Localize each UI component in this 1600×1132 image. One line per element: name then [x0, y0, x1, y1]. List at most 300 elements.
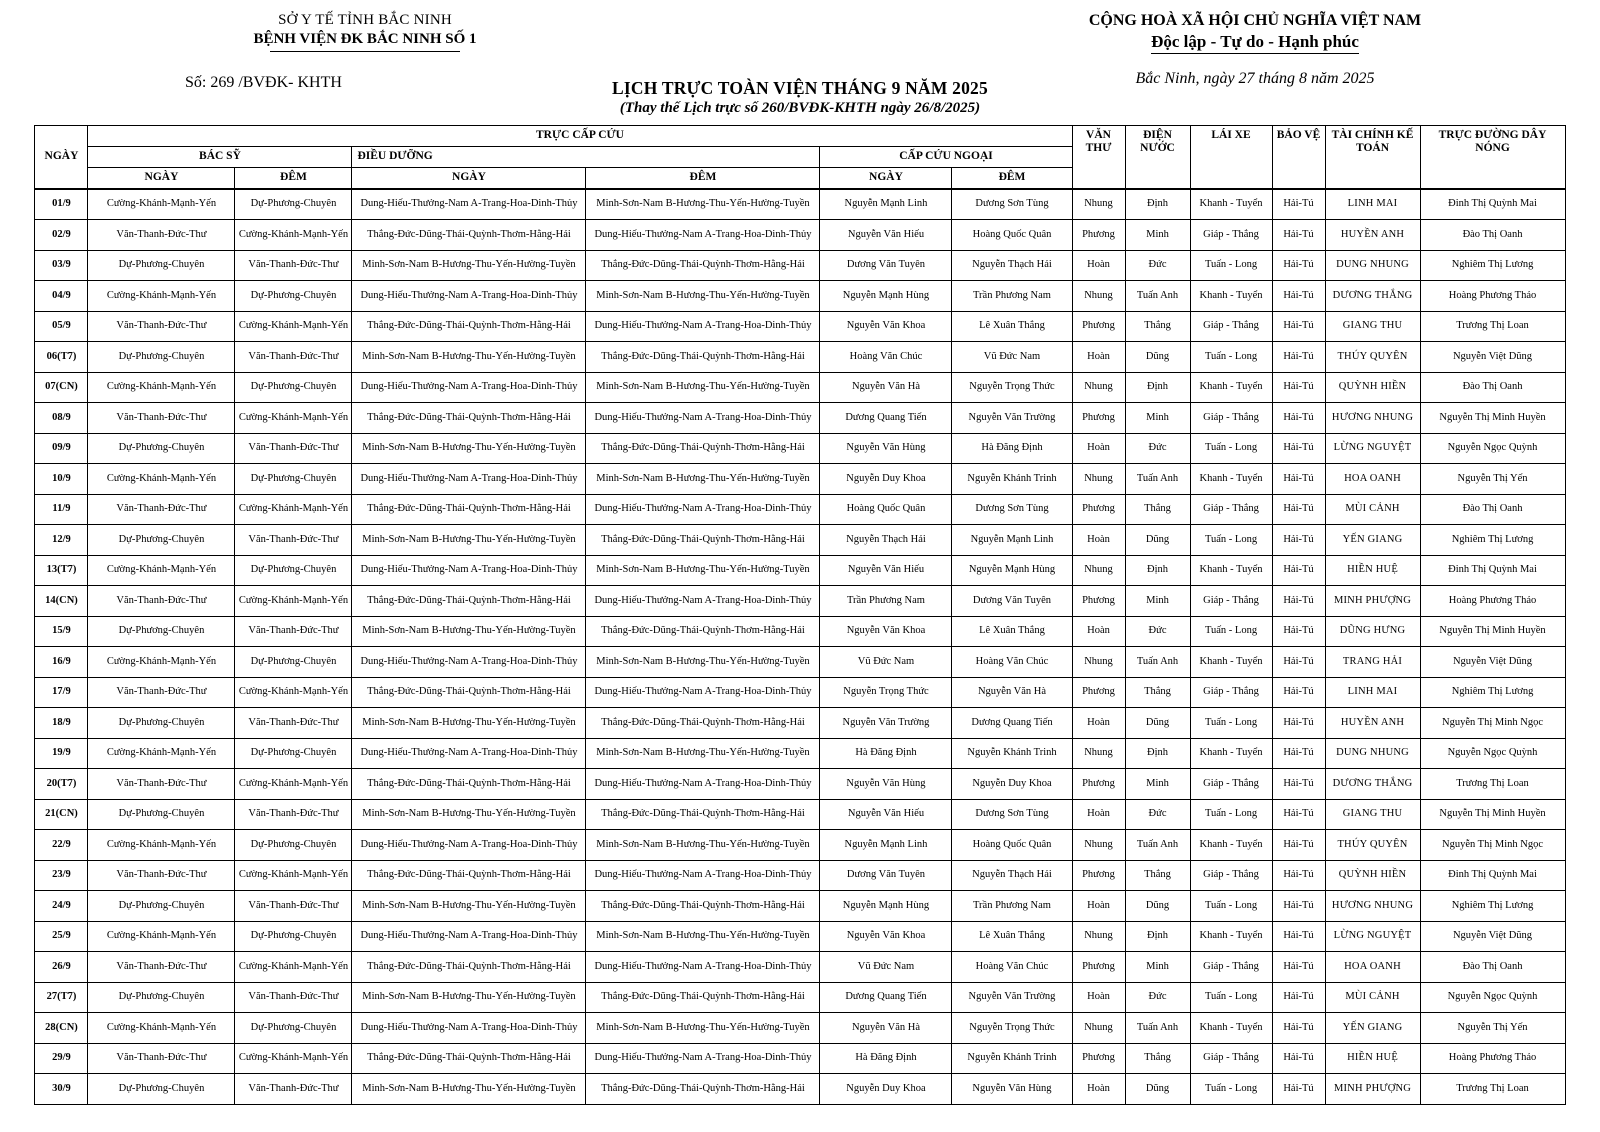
cell-hotline: Nguyễn Thị Yến [1420, 1013, 1565, 1044]
cell-tai_chinh: LINH MAI [1325, 189, 1420, 220]
cell-dd_day: Thắng-Đức-Dũng-Thái-Quỳnh-Thơm-Hằng-Hải [352, 677, 586, 708]
cell-dd_night: Dung-Hiếu-Thưởng-Nam A-Trang-Hoa-Dinh-Thủy [586, 220, 820, 251]
cell-bs_day: Văn-Thanh-Đức-Thư [88, 1043, 235, 1074]
cell-hotline: Đào Thị Oanh [1420, 952, 1565, 983]
cell-dd_day: Dung-Hiếu-Thưởng-Nam A-Trang-Hoa-Dinh-Thủy [352, 189, 586, 220]
cell-cc_day: Nguyễn Mạnh Linh [820, 830, 952, 861]
cell-bs_day: Văn-Thanh-Đức-Thư [88, 677, 235, 708]
cell-dien_nuoc: Dũng [1125, 525, 1190, 556]
cell-lai_xe: Tuấn - Long [1190, 799, 1272, 830]
header-bs-ngay: NGÀY [88, 168, 235, 189]
cell-cc_night: Dương Văn Tuyên [952, 586, 1072, 617]
cell-hotline: Đinh Thị Quỳnh Mai [1420, 860, 1565, 891]
header-dd-ngay: NGÀY [352, 168, 586, 189]
cell-hotline: Đào Thị Oanh [1420, 220, 1565, 251]
cell-cc_night: Nguyễn Mạnh Linh [952, 525, 1072, 556]
cell-lai_xe: Khanh - Tuyển [1190, 921, 1272, 952]
cell-day: 26/9 [35, 952, 88, 983]
cell-lai_xe: Tuấn - Long [1190, 250, 1272, 281]
org-name: BỆNH VIỆN ĐK BẮC NINH SỐ 1 [253, 31, 477, 47]
page-title: LỊCH TRỰC TOÀN VIỆN THÁNG 9 NĂM 2025 [612, 78, 988, 98]
cell-day: 06(T7) [35, 342, 88, 373]
cell-tai_chinh: GIANG THU [1325, 799, 1420, 830]
cell-cc_day: Trần Phương Nam [820, 586, 952, 617]
cell-cc_day: Nguyễn Duy Khoa [820, 1074, 952, 1105]
cell-hotline: Đào Thị Oanh [1420, 494, 1565, 525]
cell-day: 27(T7) [35, 982, 88, 1013]
cell-van_thu: Hoàn [1072, 525, 1125, 556]
cell-cc_night: Nguyễn Thạch Hải [952, 860, 1072, 891]
cell-bs_day: Cường-Khánh-Mạnh-Yến [88, 464, 235, 495]
cell-lai_xe: Giáp - Thắng [1190, 586, 1272, 617]
cell-bao_ve: Hải-Tú [1272, 738, 1325, 769]
cell-cc_day: Vũ Đức Nam [820, 952, 952, 983]
cell-lai_xe: Tuấn - Long [1190, 433, 1272, 464]
cell-dd_day: Minh-Sơn-Nam B-Hương-Thu-Yến-Hường-Tuyền [352, 799, 586, 830]
cell-bs_night: Dự-Phương-Chuyên [235, 921, 352, 952]
cell-dien_nuoc: Minh [1125, 403, 1190, 434]
cell-dd_night: Dung-Hiếu-Thưởng-Nam A-Trang-Hoa-Dinh-Thủy [586, 952, 820, 983]
cell-hotline: Nguyễn Việt Dũng [1420, 921, 1565, 952]
cell-lai_xe: Giáp - Thắng [1190, 403, 1272, 434]
cell-dd_day: Thắng-Đức-Dũng-Thái-Quỳnh-Thơm-Hằng-Hải [352, 952, 586, 983]
cell-bs_day: Cường-Khánh-Mạnh-Yến [88, 555, 235, 586]
table-row [35, 494, 1565, 525]
cell-cc_night: Hoàng Quốc Quân [952, 830, 1072, 861]
cell-lai_xe: Khanh - Tuyển [1190, 189, 1272, 220]
table-row [35, 342, 1565, 373]
cell-bs_night: Dự-Phương-Chuyên [235, 281, 352, 312]
cell-tai_chinh: LỪNG NGUYỆT [1325, 921, 1420, 952]
cell-bs_night: Cường-Khánh-Mạnh-Yến [235, 952, 352, 983]
cell-hotline: Nguyễn Thị Minh Huyền [1420, 799, 1565, 830]
cell-cc_night: Hoàng Văn Chúc [952, 952, 1072, 983]
table-row [35, 1043, 1565, 1074]
cell-bs_night: Dự-Phương-Chuyên [235, 1013, 352, 1044]
cell-van_thu: Nhung [1072, 647, 1125, 678]
cell-lai_xe: Tuấn - Long [1190, 891, 1272, 922]
cell-cc_day: Nguyễn Văn Khoa [820, 921, 952, 952]
cell-lai_xe: Khanh - Tuyển [1190, 281, 1272, 312]
cell-dd_night: Minh-Sơn-Nam B-Hương-Thu-Yến-Hường-Tuyền [586, 189, 820, 220]
table-row [35, 281, 1565, 312]
cell-dd_day: Dung-Hiếu-Thưởng-Nam A-Trang-Hoa-Dinh-Thủy [352, 830, 586, 861]
cell-day: 13(T7) [35, 555, 88, 586]
cell-van_thu: Hoàn [1072, 342, 1125, 373]
cell-dien_nuoc: Đức [1125, 433, 1190, 464]
cell-bs_night: Dự-Phương-Chuyên [235, 555, 352, 586]
cell-lai_xe: Tuấn - Long [1190, 525, 1272, 556]
cell-cc_night: Lê Xuân Thắng [952, 616, 1072, 647]
header-cc-ngay: NGÀY [820, 168, 952, 189]
cell-van_thu: Nhung [1072, 372, 1125, 403]
cell-van_thu: Hoàn [1072, 1074, 1125, 1105]
cell-van_thu: Nhung [1072, 738, 1125, 769]
cell-hotline: Nguyễn Việt Dũng [1420, 342, 1565, 373]
cell-cc_day: Nguyễn Văn Hùng [820, 769, 952, 800]
cell-cc_day: Dương Quang Tiến [820, 403, 952, 434]
cell-dien_nuoc: Tuấn Anh [1125, 647, 1190, 678]
cell-lai_xe: Tuấn - Long [1190, 1074, 1272, 1105]
cell-dd_night: Minh-Sơn-Nam B-Hương-Thu-Yến-Hường-Tuyền [586, 738, 820, 769]
cell-cc_day: Hà Đăng Định [820, 1043, 952, 1074]
cell-dd_day: Thắng-Đức-Dũng-Thái-Quỳnh-Thơm-Hằng-Hải [352, 860, 586, 891]
cell-dd_night: Thắng-Đức-Dũng-Thái-Quỳnh-Thơm-Hằng-Hải [586, 616, 820, 647]
cell-cc_day: Nguyễn Văn Hiếu [820, 799, 952, 830]
cell-dd_night: Dung-Hiếu-Thưởng-Nam A-Trang-Hoa-Dinh-Thủy [586, 677, 820, 708]
table-row [35, 311, 1565, 342]
cell-dd_day: Minh-Sơn-Nam B-Hương-Thu-Yến-Hường-Tuyền [352, 708, 586, 739]
cell-dd_day: Dung-Hiếu-Thưởng-Nam A-Trang-Hoa-Dinh-Thủy [352, 1013, 586, 1044]
cell-cc_day: Hoàng Văn Chúc [820, 342, 952, 373]
cell-dien_nuoc: Thắng [1125, 311, 1190, 342]
cell-cc_day: Dương Quang Tiến [820, 982, 952, 1013]
cell-dd_day: Minh-Sơn-Nam B-Hương-Thu-Yến-Hường-Tuyền [352, 342, 586, 373]
cell-day: 23/9 [35, 860, 88, 891]
header-bac-sy: BÁC SỸ [88, 147, 352, 168]
cell-lai_xe: Tuấn - Long [1190, 342, 1272, 373]
cell-hotline: Nguyễn Ngọc Quỳnh [1420, 433, 1565, 464]
cell-cc_day: Nguyễn Mạnh Hùng [820, 281, 952, 312]
cell-dien_nuoc: Dũng [1125, 342, 1190, 373]
cell-day: 18/9 [35, 708, 88, 739]
cell-dd_night: Thắng-Đức-Dũng-Thái-Quỳnh-Thơm-Hằng-Hải [586, 891, 820, 922]
cell-cc_day: Hà Đăng Định [820, 738, 952, 769]
cell-bao_ve: Hải-Tú [1272, 647, 1325, 678]
cell-bs_day: Văn-Thanh-Đức-Thư [88, 403, 235, 434]
header-truc-cap-cuu: TRỰC CẤP CỨU [88, 126, 1072, 147]
cell-bs_night: Văn-Thanh-Đức-Thư [235, 433, 352, 464]
cell-dd_night: Thắng-Đức-Dũng-Thái-Quỳnh-Thơm-Hằng-Hải [586, 525, 820, 556]
cell-day: 22/9 [35, 830, 88, 861]
cell-day: 10/9 [35, 464, 88, 495]
cell-hotline: Nghiêm Thị Lương [1420, 891, 1565, 922]
cell-dd_night: Minh-Sơn-Nam B-Hương-Thu-Yến-Hường-Tuyền [586, 372, 820, 403]
header-day: NGÀY [35, 126, 88, 189]
cell-lai_xe: Khanh - Tuyển [1190, 647, 1272, 678]
cell-van_thu: Phương [1072, 952, 1125, 983]
cell-dd_night: Dung-Hiếu-Thưởng-Nam A-Trang-Hoa-Dinh-Thủy [586, 311, 820, 342]
cell-dien_nuoc: Dũng [1125, 708, 1190, 739]
cell-bao_ve: Hải-Tú [1272, 952, 1325, 983]
cell-bao_ve: Hải-Tú [1272, 1043, 1325, 1074]
cell-bs_night: Cường-Khánh-Mạnh-Yến [235, 311, 352, 342]
cell-cc_day: Dương Văn Tuyên [820, 250, 952, 281]
cell-bs_night: Dự-Phương-Chuyên [235, 647, 352, 678]
cell-bs_night: Cường-Khánh-Mạnh-Yến [235, 677, 352, 708]
cell-dd_day: Dung-Hiếu-Thưởng-Nam A-Trang-Hoa-Dinh-Thủy [352, 921, 586, 952]
cell-lai_xe: Giáp - Thắng [1190, 769, 1272, 800]
cell-dd_night: Thắng-Đức-Dũng-Thái-Quỳnh-Thơm-Hằng-Hải [586, 708, 820, 739]
cell-bao_ve: Hải-Tú [1272, 921, 1325, 952]
cell-cc_night: Vũ Đức Nam [952, 342, 1072, 373]
cell-bao_ve: Hải-Tú [1272, 525, 1325, 556]
cell-lai_xe: Khanh - Tuyển [1190, 830, 1272, 861]
cell-cc_night: Nguyễn Văn Hùng [952, 1074, 1072, 1105]
cell-day: 25/9 [35, 921, 88, 952]
cell-van_thu: Nhung [1072, 1013, 1125, 1044]
cell-hotline: Trương Thị Loan [1420, 1074, 1565, 1105]
cell-dd_night: Minh-Sơn-Nam B-Hương-Thu-Yến-Hường-Tuyền [586, 647, 820, 678]
cell-bao_ve: Hải-Tú [1272, 1074, 1325, 1105]
header-dieu-duong: ĐIỀU DƯỠNG [352, 147, 820, 168]
cell-tai_chinh: HIỀN HUỆ [1325, 555, 1420, 586]
cell-dd_day: Minh-Sơn-Nam B-Hương-Thu-Yến-Hường-Tuyền [352, 433, 586, 464]
cell-lai_xe: Giáp - Thắng [1190, 860, 1272, 891]
cell-bs_day: Văn-Thanh-Đức-Thư [88, 860, 235, 891]
cell-lai_xe: Giáp - Thắng [1190, 952, 1272, 983]
cell-dd_night: Dung-Hiếu-Thưởng-Nam A-Trang-Hoa-Dinh-Thủy [586, 403, 820, 434]
cell-bao_ve: Hải-Tú [1272, 982, 1325, 1013]
cell-lai_xe: Giáp - Thắng [1190, 220, 1272, 251]
cell-lai_xe: Giáp - Thắng [1190, 494, 1272, 525]
table-row [35, 464, 1565, 495]
cell-bao_ve: Hải-Tú [1272, 250, 1325, 281]
table-row [35, 860, 1565, 891]
cell-van_thu: Hoàn [1072, 982, 1125, 1013]
table-row [35, 830, 1565, 861]
table-row [35, 677, 1565, 708]
cell-bs_day: Dự-Phương-Chuyên [88, 342, 235, 373]
cell-bs_day: Cường-Khánh-Mạnh-Yến [88, 647, 235, 678]
national-motto: Độc lập - Tự do - Hạnh phúc [1151, 32, 1359, 54]
cell-dd_day: Minh-Sơn-Nam B-Hương-Thu-Yến-Hường-Tuyền [352, 982, 586, 1013]
cell-cc_night: Dương Sơn Tùng [952, 494, 1072, 525]
cell-van_thu: Phương [1072, 769, 1125, 800]
cell-day: 20(T7) [35, 769, 88, 800]
cell-bs_night: Dự-Phương-Chuyên [235, 738, 352, 769]
cell-bs_night: Dự-Phương-Chuyên [235, 464, 352, 495]
table-row [35, 738, 1565, 769]
cell-van_thu: Hoàn [1072, 708, 1125, 739]
cell-hotline: Nguyễn Thị Minh Huyền [1420, 616, 1565, 647]
cell-tai_chinh: GIANG THU [1325, 311, 1420, 342]
cell-tai_chinh: HIỀN HUỆ [1325, 1043, 1420, 1074]
cell-day: 01/9 [35, 189, 88, 220]
cell-cc_day: Vũ Đức Nam [820, 647, 952, 678]
cell-bs_night: Văn-Thanh-Đức-Thư [235, 982, 352, 1013]
table-row [35, 403, 1565, 434]
cell-tai_chinh: HUYỀN ANH [1325, 708, 1420, 739]
cell-dd_night: Thắng-Đức-Dũng-Thái-Quỳnh-Thơm-Hằng-Hải [586, 433, 820, 464]
cell-dd_day: Thắng-Đức-Dũng-Thái-Quỳnh-Thơm-Hằng-Hải [352, 403, 586, 434]
cell-dd_day: Dung-Hiếu-Thưởng-Nam A-Trang-Hoa-Dinh-Thủy [352, 555, 586, 586]
cell-day: 17/9 [35, 677, 88, 708]
cell-dien_nuoc: Tuấn Anh [1125, 1013, 1190, 1044]
cell-dd_night: Dung-Hiếu-Thưởng-Nam A-Trang-Hoa-Dinh-Thủy [586, 860, 820, 891]
cell-bs_day: Cường-Khánh-Mạnh-Yến [88, 281, 235, 312]
cell-bao_ve: Hải-Tú [1272, 372, 1325, 403]
cell-dd_day: Minh-Sơn-Nam B-Hương-Thu-Yến-Hường-Tuyền [352, 250, 586, 281]
table-row [35, 525, 1565, 556]
cell-day: 14(CN) [35, 586, 88, 617]
cell-hotline: Nghiêm Thị Lương [1420, 250, 1565, 281]
table-row [35, 1074, 1565, 1105]
cell-tai_chinh: THÚY QUYÊN [1325, 342, 1420, 373]
cell-cc_night: Dương Sơn Tùng [952, 799, 1072, 830]
cell-lai_xe: Giáp - Thắng [1190, 311, 1272, 342]
cell-hotline: Nguyễn Ngọc Quỳnh [1420, 738, 1565, 769]
cell-day: 08/9 [35, 403, 88, 434]
date-line: Bắc Ninh, ngày 27 tháng 8 năm 2025 [1135, 70, 1375, 87]
cell-tai_chinh: MINH PHƯỢNG [1325, 1074, 1420, 1105]
cell-tai_chinh: DUNG NHUNG [1325, 738, 1420, 769]
cell-dd_night: Thắng-Đức-Dũng-Thái-Quỳnh-Thơm-Hằng-Hải [586, 799, 820, 830]
schedule-table [34, 125, 1565, 1105]
cell-hotline: Đinh Thị Quỳnh Mai [1420, 555, 1565, 586]
table-row [35, 555, 1565, 586]
cell-bao_ve: Hải-Tú [1272, 860, 1325, 891]
header-tai-chinh: TÀI CHÍNH KẾ TOÁN [1325, 126, 1420, 189]
cell-bs_day: Văn-Thanh-Đức-Thư [88, 220, 235, 251]
cell-cc_day: Nguyễn Mạnh Hùng [820, 891, 952, 922]
national-name: CỘNG HOÀ XÃ HỘI CHỦ NGHĨA VIỆT NAM [1088, 12, 1422, 29]
table-row [35, 769, 1565, 800]
cell-day: 09/9 [35, 433, 88, 464]
cell-dien_nuoc: Định [1125, 189, 1190, 220]
cell-tai_chinh: THÚY QUYÊN [1325, 830, 1420, 861]
cell-day: 30/9 [35, 1074, 88, 1105]
table-row [35, 921, 1565, 952]
cell-hotline: Hoàng Phương Thảo [1420, 281, 1565, 312]
cell-cc_night: Nguyễn Duy Khoa [952, 769, 1072, 800]
cell-dien_nuoc: Thắng [1125, 860, 1190, 891]
schedule-body [35, 189, 1565, 1105]
cell-hotline: Nguyễn Thị Minh Huyền [1420, 403, 1565, 434]
cell-dien_nuoc: Dũng [1125, 891, 1190, 922]
cell-bs_night: Cường-Khánh-Mạnh-Yến [235, 586, 352, 617]
cell-cc_night: Hoàng Văn Chúc [952, 647, 1072, 678]
cell-tai_chinh: MINH PHƯỢNG [1325, 586, 1420, 617]
cell-bs_night: Cường-Khánh-Mạnh-Yến [235, 494, 352, 525]
cell-bs_day: Dự-Phương-Chuyên [88, 982, 235, 1013]
cell-van_thu: Phương [1072, 586, 1125, 617]
header-dien-nuoc: ĐIỆN NƯỚC [1125, 126, 1190, 189]
cell-bs_day: Văn-Thanh-Đức-Thư [88, 311, 235, 342]
cell-cc_night: Hoàng Quốc Quân [952, 220, 1072, 251]
cell-dd_night: Dung-Hiếu-Thưởng-Nam A-Trang-Hoa-Dinh-Thủy [586, 586, 820, 617]
cell-bs_night: Dự-Phương-Chuyên [235, 189, 352, 220]
cell-day: 12/9 [35, 525, 88, 556]
page-subtitle: (Thay thế Lịch trực số 260/BVĐK-KHTH ngày 26/8/2025) [619, 100, 981, 116]
cell-dien_nuoc: Thắng [1125, 1043, 1190, 1074]
cell-bs_day: Dự-Phương-Chuyên [88, 1074, 235, 1105]
cell-dd_night: Minh-Sơn-Nam B-Hương-Thu-Yến-Hường-Tuyền [586, 830, 820, 861]
cell-cc_day: Dương Văn Tuyên [820, 860, 952, 891]
cell-cc_night: Nguyễn Khánh Trinh [952, 464, 1072, 495]
cell-hotline: Trương Thị Loan [1420, 769, 1565, 800]
cell-day: 07(CN) [35, 372, 88, 403]
cell-dien_nuoc: Minh [1125, 769, 1190, 800]
cell-bao_ve: Hải-Tú [1272, 830, 1325, 861]
cell-bs_day: Dự-Phương-Chuyên [88, 525, 235, 556]
cell-van_thu: Nhung [1072, 830, 1125, 861]
cell-dd_night: Minh-Sơn-Nam B-Hương-Thu-Yến-Hường-Tuyền [586, 281, 820, 312]
cell-bs_day: Văn-Thanh-Đức-Thư [88, 494, 235, 525]
cell-day: 24/9 [35, 891, 88, 922]
cell-tai_chinh: HOA OANH [1325, 464, 1420, 495]
cell-bs_day: Cường-Khánh-Mạnh-Yến [88, 1013, 235, 1044]
cell-dd_day: Minh-Sơn-Nam B-Hương-Thu-Yến-Hường-Tuyền [352, 891, 586, 922]
table-row [35, 982, 1565, 1013]
header-bs-dem: ĐÊM [235, 168, 352, 189]
cell-dd_night: Minh-Sơn-Nam B-Hương-Thu-Yến-Hường-Tuyền [586, 555, 820, 586]
header-hotline: TRỰC ĐƯỜNG DÂY NÓNG [1420, 126, 1565, 189]
cell-van_thu: Phương [1072, 311, 1125, 342]
cell-dd_night: Thắng-Đức-Dũng-Thái-Quỳnh-Thơm-Hằng-Hải [586, 1074, 820, 1105]
cell-lai_xe: Giáp - Thắng [1190, 1043, 1272, 1074]
cell-bao_ve: Hải-Tú [1272, 769, 1325, 800]
cell-dien_nuoc: Định [1125, 372, 1190, 403]
cell-tai_chinh: DŨNG HƯNG [1325, 616, 1420, 647]
header-cc-dem: ĐÊM [952, 168, 1072, 189]
cell-hotline: Đào Thị Oanh [1420, 372, 1565, 403]
cell-bs_night: Cường-Khánh-Mạnh-Yến [235, 1043, 352, 1074]
cell-van_thu: Hoàn [1072, 433, 1125, 464]
cell-dien_nuoc: Dũng [1125, 1074, 1190, 1105]
cell-bao_ve: Hải-Tú [1272, 311, 1325, 342]
table-row [35, 952, 1565, 983]
cell-hotline: Hoàng Phương Thảo [1420, 586, 1565, 617]
cell-bs_day: Cường-Khánh-Mạnh-Yến [88, 189, 235, 220]
cell-day: 05/9 [35, 311, 88, 342]
cell-bs_night: Cường-Khánh-Mạnh-Yến [235, 769, 352, 800]
cell-dd_day: Minh-Sơn-Nam B-Hương-Thu-Yến-Hường-Tuyền [352, 525, 586, 556]
cell-lai_xe: Khanh - Tuyển [1190, 464, 1272, 495]
cell-bs_night: Dự-Phương-Chuyên [235, 372, 352, 403]
cell-dien_nuoc: Đức [1125, 616, 1190, 647]
cell-cc_day: Nguyễn Văn Trường [820, 708, 952, 739]
cell-hotline: Nghiêm Thị Lương [1420, 677, 1565, 708]
header-lai-xe: LÁI XE [1190, 126, 1272, 189]
cell-hotline: Hoàng Phương Thảo [1420, 1043, 1565, 1074]
cell-dd_day: Minh-Sơn-Nam B-Hương-Thu-Yến-Hường-Tuyền [352, 616, 586, 647]
cell-dd_night: Thắng-Đức-Dũng-Thái-Quỳnh-Thơm-Hằng-Hải [586, 982, 820, 1013]
cell-bs_day: Văn-Thanh-Đức-Thư [88, 769, 235, 800]
cell-day: 16/9 [35, 647, 88, 678]
cell-bao_ve: Hải-Tú [1272, 891, 1325, 922]
cell-bs_day: Dự-Phương-Chuyên [88, 250, 235, 281]
cell-bao_ve: Hải-Tú [1272, 494, 1325, 525]
header-bao-ve: BẢO VỆ [1272, 126, 1325, 189]
cell-day: 15/9 [35, 616, 88, 647]
cell-tai_chinh: LINH MAI [1325, 677, 1420, 708]
cell-bs_day: Cường-Khánh-Mạnh-Yến [88, 921, 235, 952]
cell-dd_day: Thắng-Đức-Dũng-Thái-Quỳnh-Thơm-Hằng-Hải [352, 1043, 586, 1074]
cell-day: 28(CN) [35, 1013, 88, 1044]
cell-dd_night: Thắng-Đức-Dũng-Thái-Quỳnh-Thơm-Hằng-Hải [586, 250, 820, 281]
cell-dd_day: Dung-Hiếu-Thưởng-Nam A-Trang-Hoa-Dinh-Thủy [352, 738, 586, 769]
cell-cc_night: Lê Xuân Thắng [952, 921, 1072, 952]
cell-bs_day: Dự-Phương-Chuyên [88, 799, 235, 830]
table-row [35, 647, 1565, 678]
table-row [35, 586, 1565, 617]
cell-dien_nuoc: Minh [1125, 586, 1190, 617]
cell-dd_day: Thắng-Đức-Dũng-Thái-Quỳnh-Thơm-Hằng-Hải [352, 311, 586, 342]
cell-hotline: Nguyễn Việt Dũng [1420, 647, 1565, 678]
cell-cc_night: Nguyễn Mạnh Hùng [952, 555, 1072, 586]
cell-bao_ve: Hải-Tú [1272, 708, 1325, 739]
cell-tai_chinh: QUỲNH HIỀN [1325, 372, 1420, 403]
cell-van_thu: Nhung [1072, 464, 1125, 495]
table-row [35, 189, 1565, 220]
cell-dien_nuoc: Đức [1125, 250, 1190, 281]
cell-hotline: Nghiêm Thị Lương [1420, 525, 1565, 556]
cell-van_thu: Hoàn [1072, 616, 1125, 647]
cell-dd_night: Dung-Hiếu-Thưởng-Nam A-Trang-Hoa-Dinh-Thủy [586, 769, 820, 800]
cell-bs_night: Văn-Thanh-Đức-Thư [235, 525, 352, 556]
cell-cc_night: Hà Đăng Định [952, 433, 1072, 464]
